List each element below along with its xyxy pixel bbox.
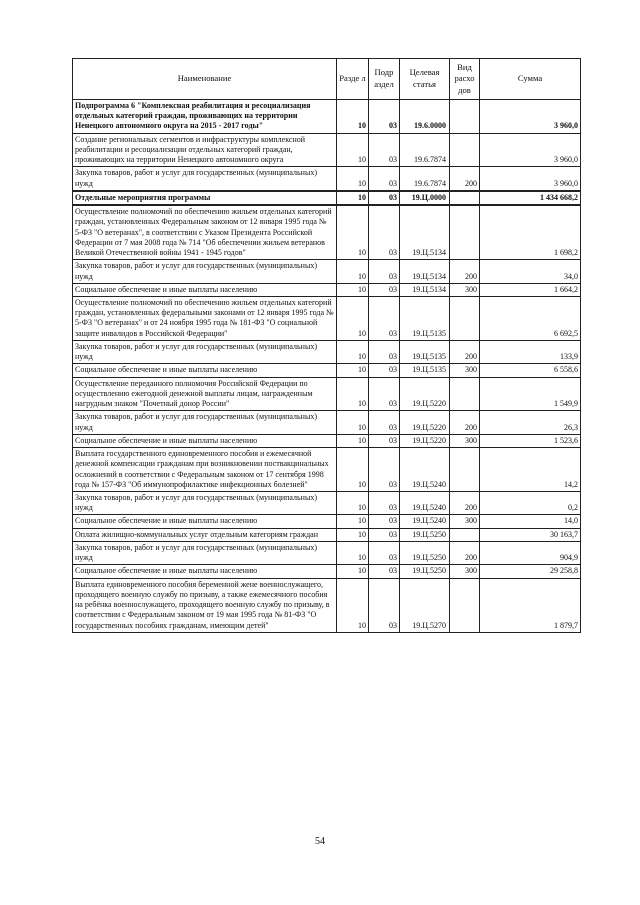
- page-number: 54: [315, 836, 325, 847]
- cell-sum: 1 698,2: [480, 205, 581, 260]
- header-podrazdel: Подр аздел: [369, 59, 400, 100]
- cell-sum: 1 434 668,2: [480, 191, 581, 205]
- table-header-row: [73, 59, 581, 100]
- cell-sum: 26,3: [480, 411, 581, 434]
- header-razdel: Разде л: [337, 59, 369, 100]
- table-row: [73, 541, 581, 564]
- cell-razdel: 10: [337, 541, 369, 564]
- header-target: Целевая статья: [400, 59, 450, 100]
- cell-sum: 14,0: [480, 515, 581, 528]
- table-row: [73, 491, 581, 514]
- cell-sum: 6 558,6: [480, 364, 581, 377]
- cell-name: Создание региональных сегментов и инфраструктуры комплексной реабилитации и ресоциализации отдельных категорий граждан, проживающих на территории Ненецкого автономного округа: [73, 133, 337, 167]
- cell-target: 19.Ц.5250: [400, 528, 450, 541]
- cell-vid: 200: [450, 411, 480, 434]
- cell-target: 19.Ц.5220: [400, 434, 450, 447]
- cell-target: 19.Ц.0000: [400, 191, 450, 205]
- cell-name: Закупка товаров, работ и услуг для государственных (муниципальных) нужд: [73, 260, 337, 283]
- cell-razdel: 10: [337, 565, 369, 578]
- cell-sum: 30 163,7: [480, 528, 581, 541]
- cell-target: 19.Ц.5250: [400, 541, 450, 564]
- cell-target: 19.Ц.5220: [400, 377, 450, 411]
- cell-sum: 1 549,9: [480, 377, 581, 411]
- cell-sum: 3 960,0: [480, 133, 581, 167]
- cell-name: Осуществление полномочий по обеспечению жильем отдельных категорий граждан, установленных Федеральным законом от 12 января 1995 года № 5-ФЗ "О ветеранах", в соответствии с Указом Президента Российской Федерации от 7 мая 2008 года № 714 "Об обеспечении жильем ветеранов Великой Отечественной войны 1941 - 1945 годов": [73, 205, 337, 260]
- cell-razdel: 10: [337, 100, 369, 134]
- cell-razdel: 10: [337, 296, 369, 340]
- cell-vid: 200: [450, 340, 480, 363]
- cell-podrazdel: 03: [369, 411, 400, 434]
- cell-podrazdel: 03: [369, 296, 400, 340]
- table-row: [73, 528, 581, 541]
- cell-name: Социальное обеспечение и иные выплаты населению: [73, 434, 337, 447]
- cell-name: Выплата государственного единовременного пособия и ежемесячной денежной компенсации гражданам при возникновении поствакцинальных осложнений в соответствии с Федеральным законом от 17 сентября 1998 года № 157-ФЗ "Об иммунопрофилактике инфекционных болезней": [73, 448, 337, 492]
- cell-razdel: 10: [337, 340, 369, 363]
- cell-sum: 1 664,2: [480, 283, 581, 296]
- cell-podrazdel: 03: [369, 434, 400, 447]
- cell-name: Подпрограмма 6 "Комплексная реабилитация и ресоциализация отдельных категорий граждан, проживающих на территории Ненецкого автономного округа на 2015 - 2017 годы": [73, 100, 337, 134]
- table-row: [73, 411, 581, 434]
- cell-name: Отдельные мероприятия программы: [73, 191, 337, 205]
- cell-vid: [450, 191, 480, 205]
- cell-target: 19.Ц.5135: [400, 296, 450, 340]
- cell-target: 19.Ц.5240: [400, 491, 450, 514]
- cell-sum: 1 523,6: [480, 434, 581, 447]
- cell-name: Социальное обеспечение и иные выплаты населению: [73, 283, 337, 296]
- cell-vid: 200: [450, 491, 480, 514]
- cell-vid: [450, 377, 480, 411]
- cell-razdel: 10: [337, 491, 369, 514]
- cell-vid: 300: [450, 515, 480, 528]
- table-row: [73, 260, 581, 283]
- table-row: [73, 100, 581, 134]
- cell-podrazdel: 03: [369, 578, 400, 632]
- cell-razdel: 10: [337, 578, 369, 632]
- cell-podrazdel: 03: [369, 133, 400, 167]
- cell-target: 19.Ц.5240: [400, 515, 450, 528]
- cell-podrazdel: 03: [369, 448, 400, 492]
- cell-sum: 14,2: [480, 448, 581, 492]
- cell-name: Осуществление полномочий по обеспечению жильем отдельных категорий граждан, установленных федеральными законами от 12 января 1995 года № 5-ФЗ "О ветеранах" и от 24 ноября 1995 года № 181-ФЗ "О социальной защите инвалидов в Российской Федерации": [73, 296, 337, 340]
- cell-vid: [450, 100, 480, 134]
- cell-target: 19.Ц.5134: [400, 260, 450, 283]
- cell-vid: 300: [450, 283, 480, 296]
- cell-target: 19.Ц.5134: [400, 283, 450, 296]
- cell-sum: 29 258,8: [480, 565, 581, 578]
- cell-sum: 904,9: [480, 541, 581, 564]
- header-name: Наименование: [73, 59, 337, 100]
- cell-vid: 200: [450, 541, 480, 564]
- cell-podrazdel: 03: [369, 565, 400, 578]
- cell-target: 19.Ц.5240: [400, 448, 450, 492]
- cell-podrazdel: 03: [369, 340, 400, 363]
- table-row: [73, 515, 581, 528]
- table-row: [73, 364, 581, 377]
- cell-podrazdel: 03: [369, 528, 400, 541]
- cell-target: 19.Ц.5220: [400, 411, 450, 434]
- cell-sum: 1 879,7: [480, 578, 581, 632]
- cell-name: Социальное обеспечение и иные выплаты населению: [73, 364, 337, 377]
- cell-target: 19.6.7874: [400, 167, 450, 191]
- cell-sum: 133,9: [480, 340, 581, 363]
- cell-vid: [450, 578, 480, 632]
- cell-razdel: 10: [337, 411, 369, 434]
- cell-target: 19.Ц.5134: [400, 205, 450, 260]
- cell-podrazdel: 03: [369, 491, 400, 514]
- cell-razdel: 10: [337, 283, 369, 296]
- cell-razdel: 10: [337, 260, 369, 283]
- cell-vid: [450, 448, 480, 492]
- table-body: [73, 100, 581, 633]
- cell-vid: 200: [450, 167, 480, 191]
- table-row: [73, 283, 581, 296]
- cell-vid: 200: [450, 260, 480, 283]
- cell-podrazdel: 03: [369, 260, 400, 283]
- cell-razdel: 10: [337, 448, 369, 492]
- cell-name: Социальное обеспечение и иные выплаты населению: [73, 515, 337, 528]
- cell-name: Закупка товаров, работ и услуг для государственных (муниципальных) нужд: [73, 340, 337, 363]
- cell-razdel: 10: [337, 528, 369, 541]
- cell-podrazdel: 03: [369, 283, 400, 296]
- cell-razdel: 10: [337, 377, 369, 411]
- cell-razdel: 10: [337, 364, 369, 377]
- header-vid: Вид расхо дов: [450, 59, 480, 100]
- cell-razdel: 10: [337, 205, 369, 260]
- cell-name: Социальное обеспечение и иные выплаты населению: [73, 565, 337, 578]
- cell-sum: 6 692,5: [480, 296, 581, 340]
- cell-razdel: 10: [337, 167, 369, 191]
- table-row: [73, 205, 581, 260]
- cell-podrazdel: 03: [369, 377, 400, 411]
- cell-target: 19.6.7874: [400, 133, 450, 167]
- cell-vid: [450, 133, 480, 167]
- cell-name: Оплата жилищно-коммунальных услуг отдельным категориям граждан: [73, 528, 337, 541]
- budget-table: [72, 58, 581, 633]
- cell-name: Осуществление переданного полномочия Российской Федерации по осуществлению ежегодной денежной выплаты лицам, награжденным нагрудным знаком "Почетный донор России": [73, 377, 337, 411]
- cell-target: 19.Ц.5135: [400, 364, 450, 377]
- table-row: [73, 191, 581, 205]
- header-sum: Сумма: [480, 59, 581, 100]
- cell-vid: 300: [450, 565, 480, 578]
- cell-podrazdel: 03: [369, 205, 400, 260]
- cell-name: Закупка товаров, работ и услуг для государственных (муниципальных) нужд: [73, 167, 337, 191]
- cell-razdel: 10: [337, 191, 369, 205]
- cell-vid: 300: [450, 364, 480, 377]
- cell-name: Закупка товаров, работ и услуг для государственных (муниципальных) нужд: [73, 541, 337, 564]
- table-row: [73, 565, 581, 578]
- cell-name: Закупка товаров, работ и услуг для государственных (муниципальных) нужд: [73, 491, 337, 514]
- cell-name: Закупка товаров, работ и услуг для государственных (муниципальных) нужд: [73, 411, 337, 434]
- cell-sum: 3 960,0: [480, 100, 581, 134]
- table-row: [73, 296, 581, 340]
- cell-vid: [450, 296, 480, 340]
- cell-podrazdel: 03: [369, 167, 400, 191]
- cell-podrazdel: 03: [369, 191, 400, 205]
- cell-vid: [450, 205, 480, 260]
- cell-sum: 3 960,0: [480, 167, 581, 191]
- cell-target: 19.Ц.5270: [400, 578, 450, 632]
- table-row: [73, 340, 581, 363]
- cell-name: Выплата единовременного пособия беременной жене военнослужащего, проходящего военную службу по призыву, а также ежемесячного пособия на ребёнка военнослужащего, проходящего военную службу по призыву, в соответствии с Федеральным законом от 19 мая 1995 года № 81-ФЗ "О государственных пособиях гражданам, имеющим детей": [73, 578, 337, 632]
- cell-podrazdel: 03: [369, 364, 400, 377]
- table-row: [73, 377, 581, 411]
- cell-vid: [450, 528, 480, 541]
- document-page: [72, 58, 580, 633]
- table-row: [73, 133, 581, 167]
- cell-target: 19.6.0000: [400, 100, 450, 134]
- cell-razdel: 10: [337, 434, 369, 447]
- cell-target: 19.Ц.5135: [400, 340, 450, 363]
- cell-target: 19.Ц.5250: [400, 565, 450, 578]
- cell-podrazdel: 03: [369, 541, 400, 564]
- cell-razdel: 10: [337, 515, 369, 528]
- cell-razdel: 10: [337, 133, 369, 167]
- table-row: [73, 448, 581, 492]
- cell-podrazdel: 03: [369, 100, 400, 134]
- table-row: [73, 434, 581, 447]
- table-row: [73, 578, 581, 632]
- cell-vid: 300: [450, 434, 480, 447]
- cell-sum: 0,2: [480, 491, 581, 514]
- cell-sum: 34,0: [480, 260, 581, 283]
- table-row: [73, 167, 581, 191]
- cell-podrazdel: 03: [369, 515, 400, 528]
